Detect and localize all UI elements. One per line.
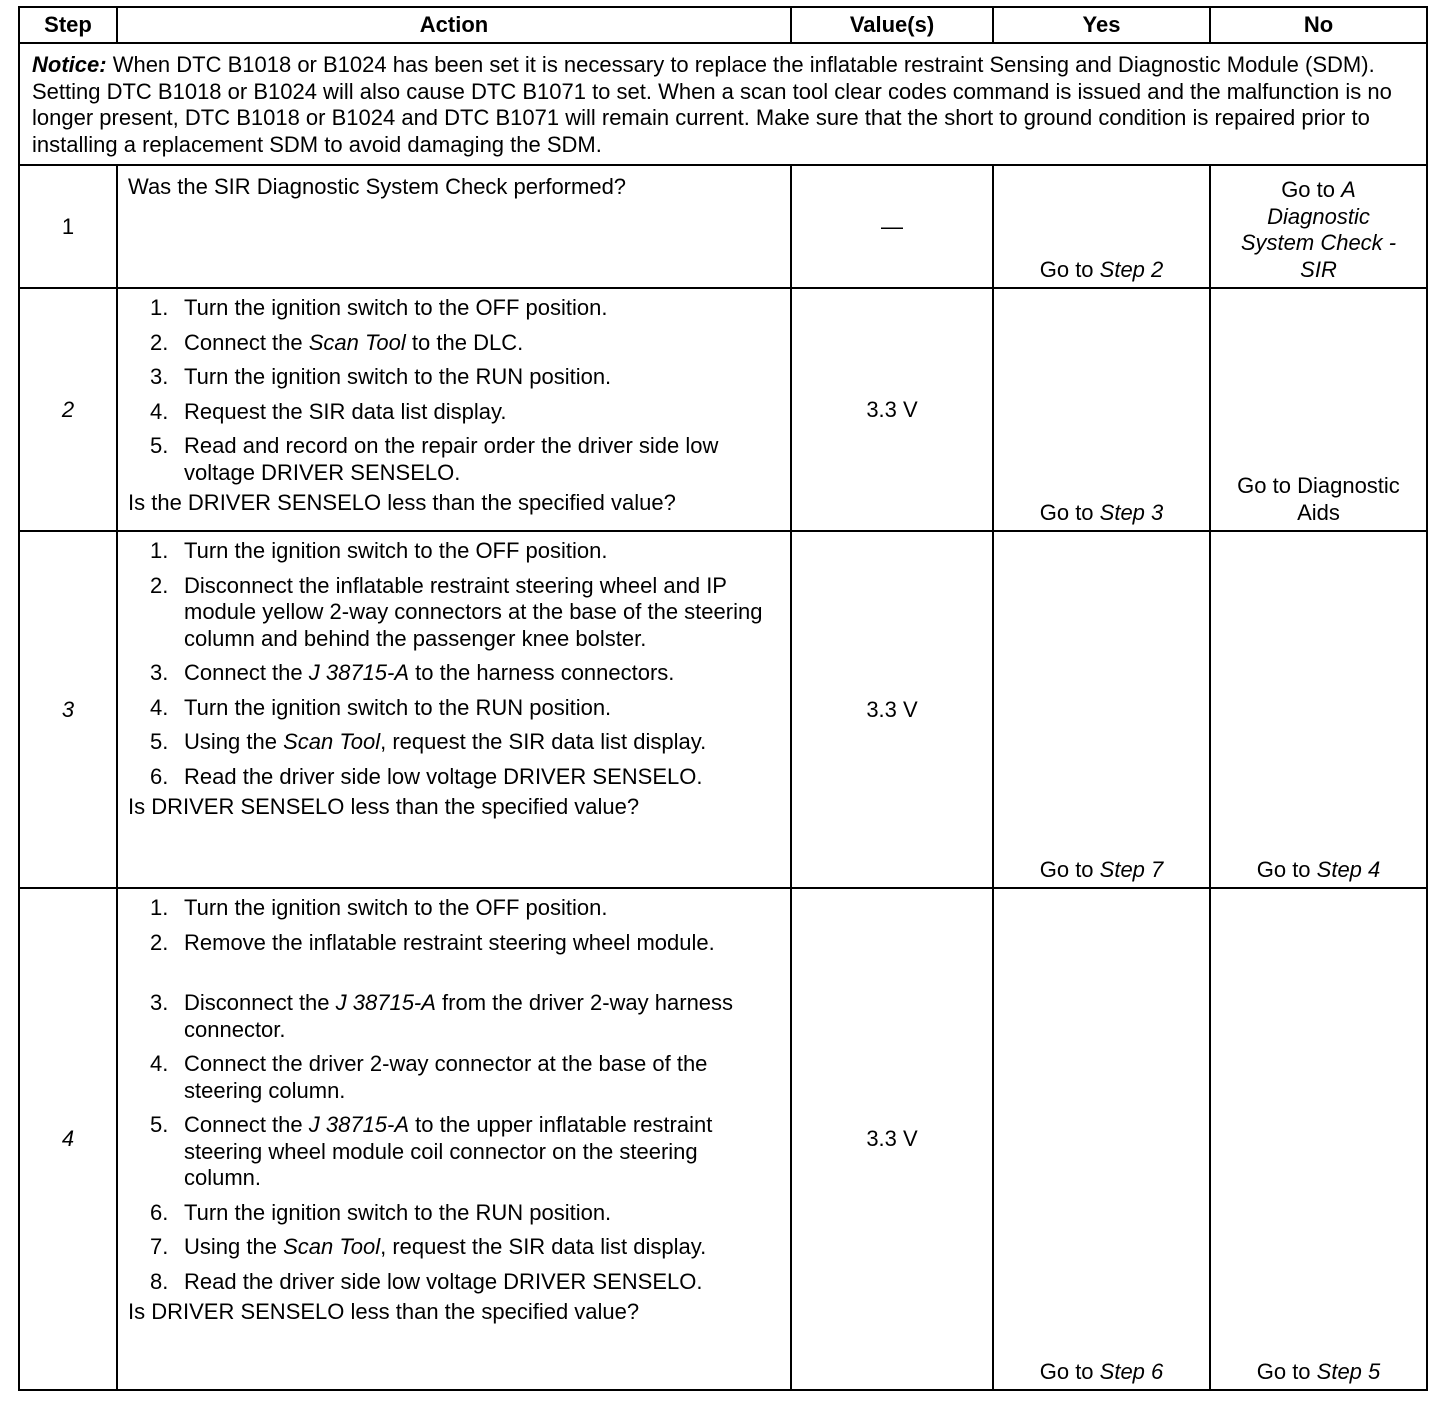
step-question: Is DRIVER SENSELO less than the specified value? — [128, 794, 640, 819]
value-cell: 3.3 V — [791, 531, 993, 888]
step-row-2 — [19, 288, 1427, 531]
no-cell: Go to Step 4 — [1210, 531, 1427, 888]
notice-row — [19, 43, 1427, 165]
step-number: 4 — [19, 888, 117, 1390]
yes-cell — [993, 165, 1210, 288]
list-item: 1. Turn the ignition switch to the OFF position. — [150, 538, 608, 563]
yes-link[interactable]: Step 2 — [1099, 256, 1164, 282]
header-values: Value(s) — [791, 7, 993, 43]
list-item: 1. Turn the ignition switch to the OFF position. — [150, 295, 608, 320]
value-cell: 3.3 V — [791, 888, 993, 1390]
list-item: 7. Using the Scan Tool, request the SIR data list display. — [150, 1234, 707, 1259]
list-item: 2. Remove the inflatable restraint steering wheel module. — [150, 929, 715, 955]
step-number: 1 — [19, 165, 117, 288]
notice-cell — [19, 43, 1427, 165]
list-item: 5. Using the Scan Tool, request the SIR data list display. — [150, 729, 707, 754]
no-prefix: Go to — [1281, 177, 1342, 202]
yes-cell: Go to Step 6 — [993, 888, 1210, 1390]
list-item: 3. Connect the J 38715-A to the harness connectors. — [150, 660, 675, 685]
no-link[interactable]: Step 4 — [1316, 856, 1381, 882]
header-step: Step — [19, 7, 117, 43]
action-list — [128, 538, 780, 790]
value-cell: 3.3 V — [791, 288, 993, 531]
no-link[interactable]: Go to Diagnostic Aids — [1237, 473, 1400, 525]
action-list — [128, 895, 780, 1295]
list-item: 5. Read and record on the repair order the driver side low voltage DRIVER SENSELO. — [150, 433, 719, 485]
no-link[interactable]: Step 5 — [1316, 1358, 1381, 1384]
header-action: Action — [117, 7, 791, 43]
header-no: No — [1210, 7, 1427, 43]
list-item: 3. Turn the ignition switch to the RUN position. — [150, 364, 612, 389]
list-item: 4. Request the SIR data list display. — [150, 398, 507, 424]
step-row-1 — [19, 165, 1427, 288]
step-row-3 — [19, 531, 1427, 888]
action-list — [128, 295, 780, 486]
list-item: 2. Connect the Scan Tool to the DLC. — [150, 329, 524, 355]
yes-cell: Go to Step 3 — [993, 288, 1210, 531]
list-item: 1. Turn the ignition switch to the OFF position. — [150, 895, 608, 920]
action-cell — [117, 531, 791, 888]
diagnostic-table — [18, 6, 1428, 1391]
step-number: 2 — [19, 288, 117, 531]
diagnostic-table-wrapper — [18, 6, 1428, 1391]
notice-label: Notice: — [32, 52, 107, 77]
yes-cell: Go to Step 7 — [993, 531, 1210, 888]
notice-text: When DTC B1018 or B1024 has been set it is necessary to replace the inflatable restraint Sensing and Diagnostic Module (SDM). Setting DTC B1018 or B1024 will also cause DTC B1071 to set. When a scan tool clear codes command is issued and the malfunction is no longer present, DTC B1018 or B1024 and DTC B1071 will remain current. Make sure that the short to ground condition is repaired prior to installing a replacement SDM to avoid damaging the SDM. — [32, 52, 1392, 157]
yes-link[interactable]: Step 6 — [1099, 1358, 1164, 1384]
yes-prefix: Go to — [1039, 256, 1100, 282]
list-item: 6. Turn the ignition switch to the RUN position. — [150, 1199, 612, 1225]
action-cell — [117, 888, 791, 1390]
step-question: Is DRIVER SENSELO less than the specified value? — [128, 1299, 640, 1324]
no-link[interactable]: A Diagnostic System Check - SIR — [1240, 177, 1397, 282]
list-item: 4. Connect the driver 2-way connector at the base of the steering column. — [150, 1051, 708, 1103]
header-yes: Yes — [993, 7, 1210, 43]
step-question: Was the SIR Diagnostic System Check performed? — [128, 174, 627, 199]
value-cell: — — [791, 165, 993, 288]
no-cell — [1210, 288, 1427, 531]
yes-link[interactable]: Step 7 — [1099, 856, 1164, 882]
step-question: Is the DRIVER SENSELO less than the specified value? — [128, 490, 676, 515]
action-cell — [117, 165, 791, 288]
step-row-4 — [19, 888, 1427, 1390]
list-item: 4. Turn the ignition switch to the RUN position. — [150, 694, 612, 720]
list-item: 5. Connect the J 38715-A to the upper inflatable restraint steering wheel module coil connector on the steering column. — [150, 1112, 713, 1190]
no-cell — [1210, 165, 1427, 288]
step-number: 3 — [19, 531, 117, 888]
list-item: 6. Read the driver side low voltage DRIVER SENSELO. — [150, 763, 703, 789]
no-cell: Go to Step 5 — [1210, 888, 1427, 1390]
list-item: 8. Read the driver side low voltage DRIVER SENSELO. — [150, 1268, 703, 1294]
action-cell — [117, 288, 791, 531]
header-row — [19, 7, 1427, 43]
list-item: 3. Disconnect the J 38715-A from the driver 2-way harness connector. — [150, 990, 734, 1042]
yes-link[interactable]: Step 3 — [1099, 499, 1164, 525]
list-item: 2. Disconnect the inflatable restraint steering wheel and IP module yellow 2-way connectors at the base of the steering column and behind the passenger knee bolster. — [150, 572, 763, 651]
